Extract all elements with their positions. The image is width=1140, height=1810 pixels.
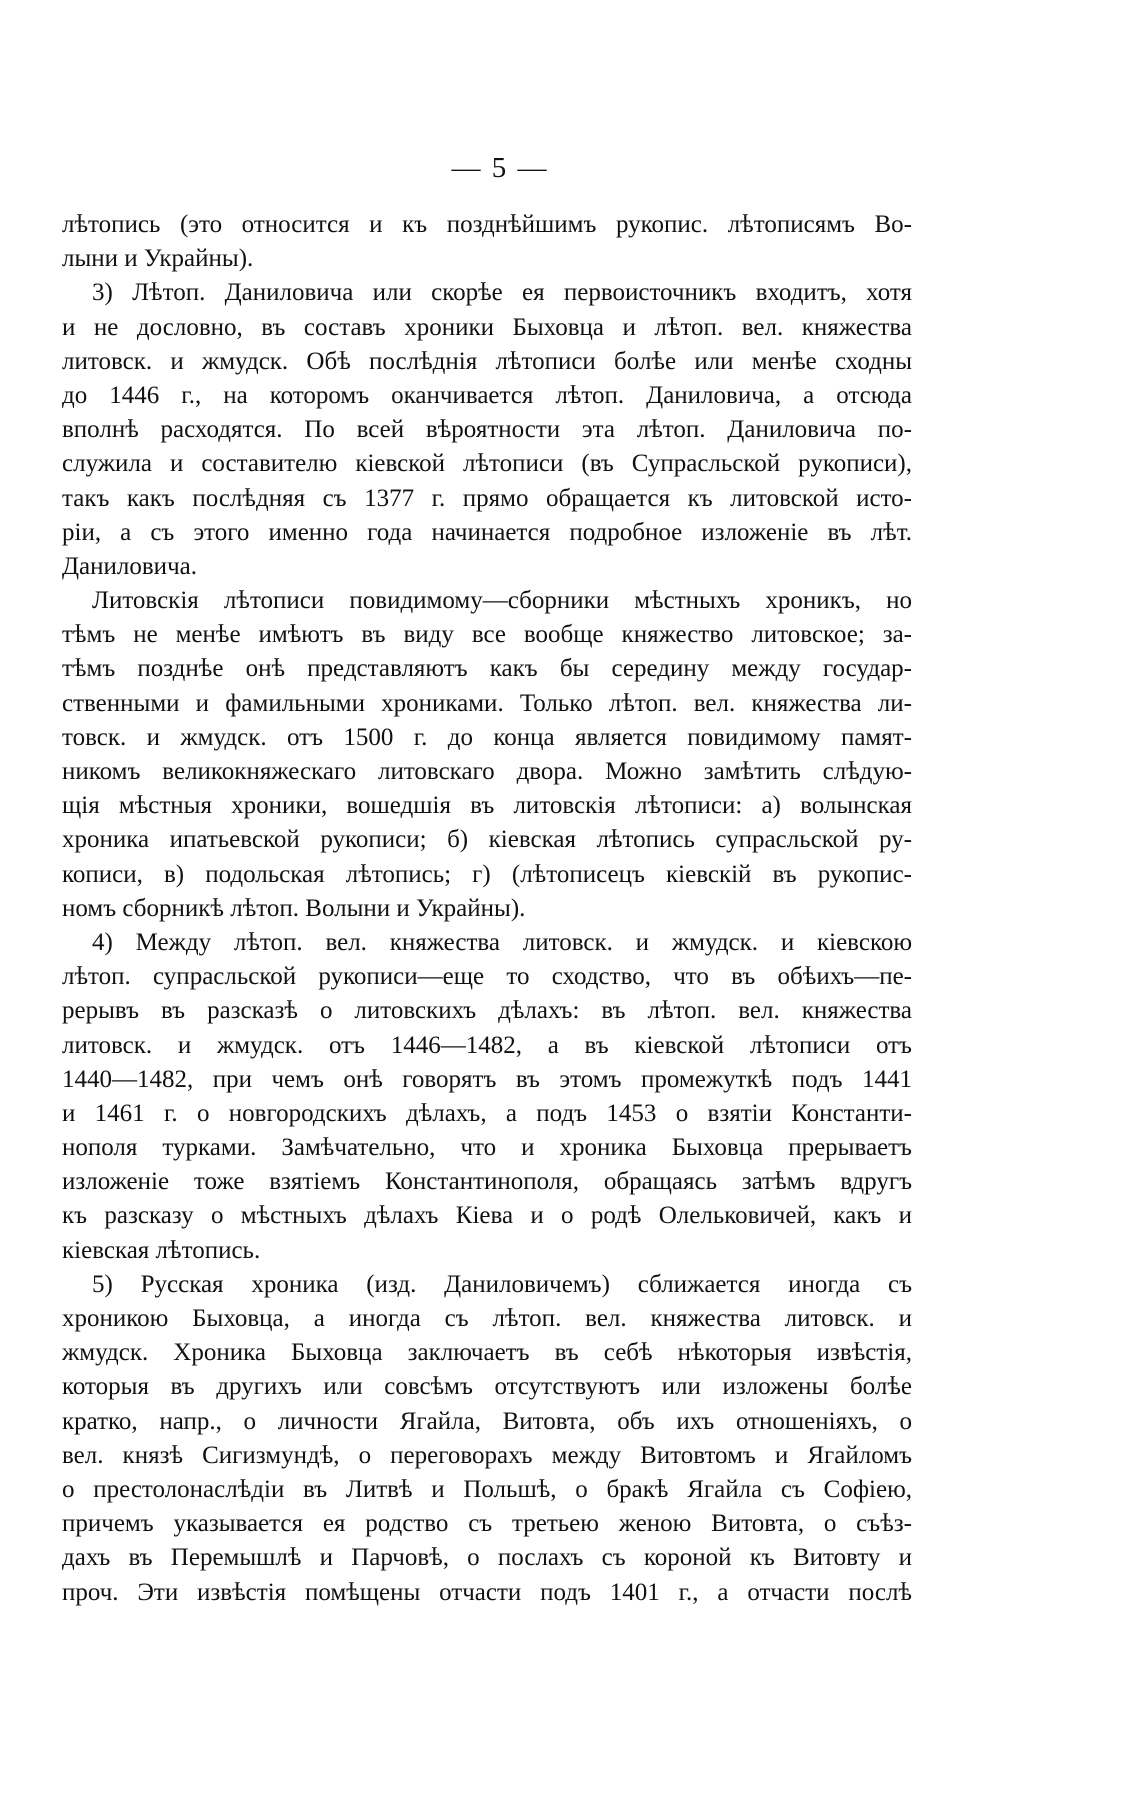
- text-line: хроника ипатьевской рукописи; б) кіевская лѣтопись супрасльской ру-: [62, 826, 912, 854]
- text-line: дахъ въ Перемышлѣ и Парчовѣ, о послахъ съ короной къ Витовту и: [62, 1544, 912, 1572]
- text-line: 4) Между лѣтоп. вел. княжества литовск. и жмудск. и кіевскою: [92, 928, 912, 956]
- text-line: до 1446 г., на которомъ оканчивается лѣтоп. Даниловича, а отсюда: [62, 381, 912, 409]
- text-line: литовск. и жмудск. отъ 1446—1482, а въ кіевской лѣтописи отъ: [62, 1031, 912, 1059]
- text-line: кіевская лѣтопись.: [62, 1236, 261, 1264]
- text-line: Литовскія лѣтописи повидимому—сборники мѣстныхъ хроникъ, но: [92, 587, 912, 615]
- page-number: — 5 —: [451, 152, 549, 184]
- text-line: служила и составителю кіевской лѣтописи (въ Супрасльской рукописи),: [62, 450, 912, 478]
- text-line: щія мѣстныя хроники, вошедшія въ литовскія лѣтописи: а) волынская: [62, 792, 912, 820]
- text-line: никомъ великокняжескаго литовскаго двора. Можно замѣтить слѣдую-: [62, 758, 912, 785]
- body-text: [62, 208, 912, 1610]
- text-line: къ разсказу о мѣстныхъ дѣлахъ Кіева и о родѣ Олельковичей, какъ и: [62, 1202, 912, 1230]
- text-line: лыни и Украйны).: [62, 245, 254, 273]
- text-line: которыя въ другихъ или совсѣмъ отсутствуютъ или изложены болѣе: [62, 1373, 912, 1401]
- text-line: товск. и жмудск. отъ 1500 г. до конца является повидимому памят-: [62, 723, 912, 751]
- text-line: Даниловича.: [62, 552, 197, 580]
- text-line: 1440—1482, при чемъ онѣ говорятъ въ этомъ промежуткѣ подъ 1441: [62, 1065, 912, 1093]
- text-line: номъ сборникѣ лѣтоп. Волыни и Украйны).: [62, 894, 526, 922]
- text-line: причемъ указывается ея родство съ третьею женою Витовта, о съѣз-: [62, 1510, 912, 1538]
- text-line: кратко, напр., о личности Ягайла, Витовта, объ ихъ отношеніяхъ, о: [62, 1407, 912, 1435]
- text-line: литовск. и жмудск. Обѣ послѣднія лѣтописи болѣе или менѣе сходны: [62, 347, 912, 375]
- paragraph-5: [62, 1268, 912, 1610]
- text-line: вполнѣ расходятся. По всей вѣроятности эта лѣтоп. Даниловича по-: [62, 416, 912, 444]
- text-line: жмудск. Хроника Быховца заключаетъ въ себѣ нѣкоторыя извѣстія,: [62, 1339, 912, 1367]
- paragraph-4: [62, 926, 912, 1268]
- text-line: и 1461 г. о новгородскихъ дѣлахъ, а подъ 1453 о взятіи Константи-: [62, 1099, 912, 1127]
- text-line: 3) Лѣтоп. Даниловича или скорѣе ея первоисточникъ входитъ, хотя: [92, 279, 912, 307]
- text-line: о престолонаслѣдіи въ Литвѣ и Польшѣ, о бракѣ Ягайла съ Софіею,: [62, 1475, 912, 1503]
- paragraph-1: [62, 208, 912, 276]
- text-line: тѣмъ не менѣе имѣютъ въ виду все вообще княжество литовское; за-: [62, 621, 912, 649]
- text-line: хроникою Быховца, а иногда съ лѣтоп. вел. княжества литовск. и: [62, 1305, 912, 1332]
- text-line: лѣтоп. супрасльской рукописи—еще то сходство, что въ обѣихъ—пе-: [62, 963, 912, 991]
- text-line: ственными и фамильными хрониками. Только лѣтоп. вел. княжества ли-: [62, 689, 912, 717]
- paragraph-2: [62, 276, 912, 584]
- text-line: такъ какъ послѣдняя съ 1377 г. прямо обращается къ литовской исто-: [62, 484, 912, 512]
- text-line: нополя турками. Замѣчательно, что и хроника Быховца прерываетъ: [62, 1134, 912, 1162]
- text-line: и не дословно, въ составъ хроники Быховца и лѣтоп. вел. княжества: [62, 313, 912, 341]
- text-line: вел. князѣ Сигизмундѣ, о переговорахъ между Витовтомъ и Ягайломъ: [62, 1441, 912, 1469]
- text-line: лѣтопись (это относится и къ позднѣйшимъ рукопис. лѣтописямъ Во-: [62, 211, 912, 238]
- text-line: ріи, а съ этого именно года начинается подробное изложеніе въ лѣт.: [62, 518, 912, 546]
- text-line: тѣмъ позднѣе онѣ представляютъ какъ бы середину между государ-: [62, 655, 912, 683]
- paragraph-3: [62, 584, 912, 926]
- text-line: проч. Эти извѣстія помѣщены отчасти подъ 1401 г., а отчасти послѣ: [62, 1578, 912, 1606]
- text-line: 5) Русская хроника (изд. Даниловичемъ) сближается иногда съ: [92, 1270, 912, 1298]
- text-line: изложеніе тоже взятіемъ Константинополя, обращаясь затѣмъ вдругъ: [62, 1168, 912, 1196]
- text-line: рерывъ въ разсказѣ о литовскихъ дѣлахъ: въ лѣтоп. вел. княжества: [62, 997, 912, 1025]
- text-line: кописи, в) подольская лѣтопись; г) (лѣтописецъ кіевскій въ рукопис-: [62, 860, 912, 888]
